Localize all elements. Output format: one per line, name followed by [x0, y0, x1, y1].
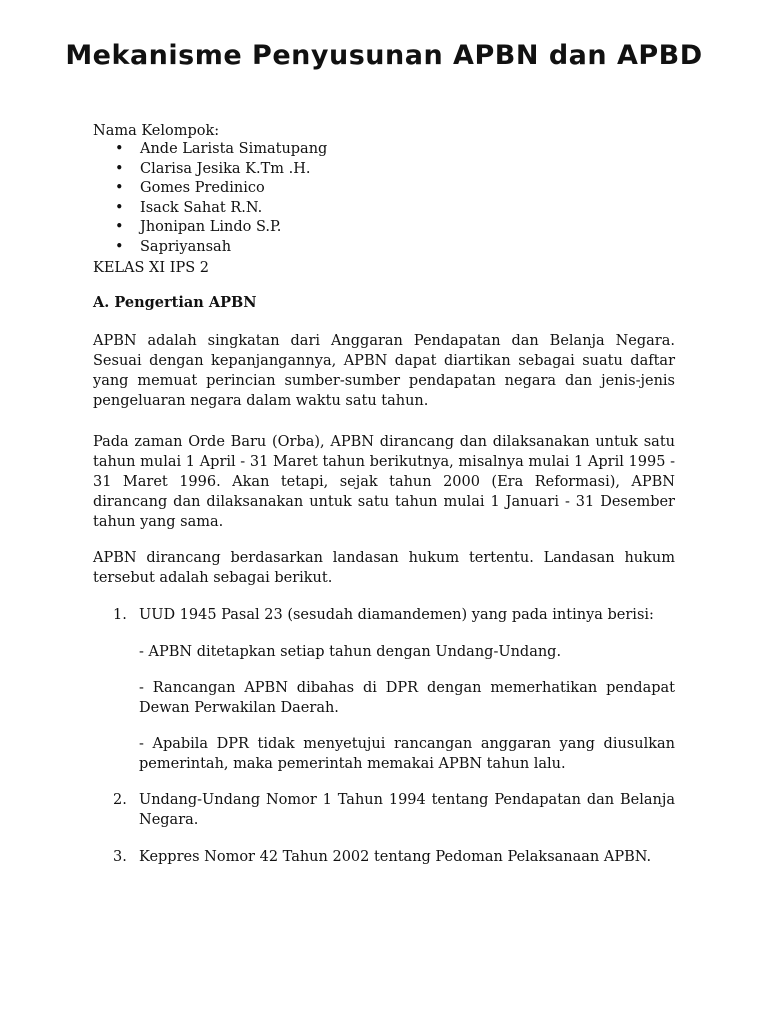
- list-number: 3.: [113, 849, 127, 865]
- paragraph-history: Pada zaman Orde Baru (Orba), APBN dirancang dan dilaksanakan untuk satu tahun mulai 1 April - 31 Maret tahun berikutnya, misalnya mulai 1 April 1995 - 31 Maret 1996. Akan tetapi, sejak tahun 2000 (Era Reformasi), APBN dirancang dan dilaksanakan untuk satu tahun mulai 1 Januari - 31 Desember tahun yang sama.: [93, 434, 675, 530]
- member-item: • Clarisa Jesika K.Tm .H.: [93, 160, 327, 180]
- list-item: Undang-Undang Nomor 1 Tahun 1994 tentang Pendapatan dan Belanja Negara.: [139, 792, 675, 828]
- list-item: UUD 1945 Pasal 23 (sesudah diamandemen) yang pada intinya berisi:: [139, 607, 654, 623]
- member-item: • Isack Sahat R.N.: [93, 199, 327, 219]
- list-subitem: - Rancangan APBN dibahas di DPR dengan memerhatikan pendapat Dewan Perwakilan Daerah.: [139, 680, 675, 716]
- list-item: Keppres Nomor 42 Tahun 2002 tentang Pedoman Pelaksanaan APBN.: [139, 849, 652, 865]
- member-item: • Jhonipan Lindo S.P.: [93, 218, 327, 238]
- paragraph-definition: APBN adalah singkatan dari Anggaran Pendapatan dan Belanja Negara. Sesuai dengan kepanjangannya, APBN dapat diartikan sebagai suatu daftar yang memuat perincian sumber-sumber pendapatan negara dan jenis-jenis pengeluaran negara dalam waktu satu tahun.: [93, 333, 675, 409]
- list-number: 1.: [113, 607, 127, 623]
- paragraph-legal-basis: APBN dirancang berdasarkan landasan hukum tertentu. Landasan hukum tersebut adalah sebagai berikut.: [93, 550, 675, 586]
- group-label: Nama Kelompok:: [93, 123, 220, 139]
- class-label: KELAS XI IPS 2: [93, 260, 209, 276]
- member-item: • Gomes Predinico: [93, 179, 327, 199]
- document-title: Mekanisme Penyusunan APBN dan APBD: [65, 40, 703, 71]
- section-heading: A. Pengertian APBN: [93, 294, 257, 311]
- list-number: 2.: [113, 792, 127, 808]
- member-list: [93, 140, 327, 258]
- list-subitem: - Apabila DPR tidak menyetujui rancangan anggaran yang diusulkan pemerintah, maka pemerintah memakai APBN tahun lalu.: [139, 736, 675, 772]
- member-item: • Sapriyansah: [93, 238, 327, 258]
- member-item: • Ande Larista Simatupang: [93, 140, 327, 160]
- list-subitem: - APBN ditetapkan setiap tahun dengan Undang-Undang.: [139, 644, 562, 660]
